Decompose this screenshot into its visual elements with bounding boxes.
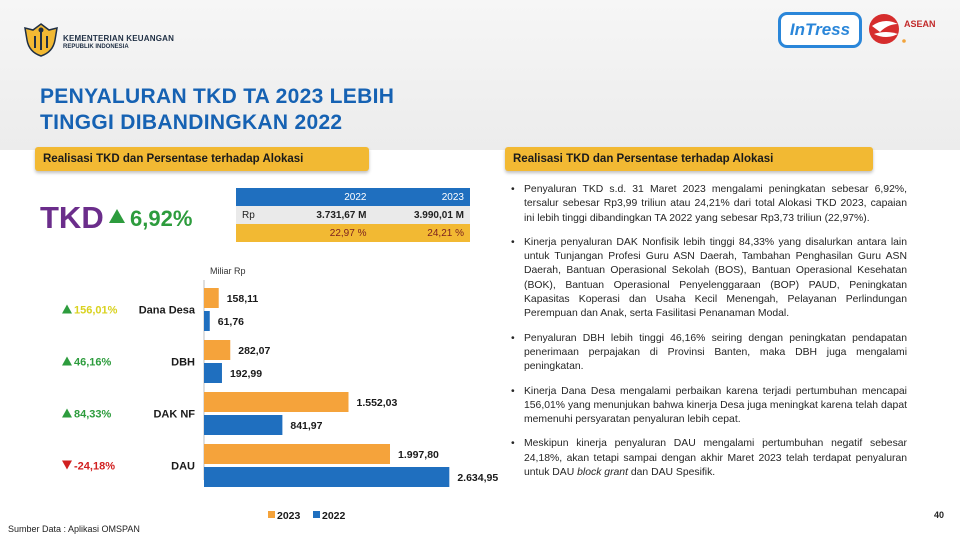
- bullet-text-italic: block grant: [577, 467, 628, 479]
- bar-2022-dana-desa: [204, 311, 210, 331]
- data-label-2023-dau: 1.997,80: [398, 449, 439, 461]
- legend-swatch-2023: [268, 511, 275, 518]
- bar-2022-dak-nf: [204, 415, 282, 435]
- data-label-2022-dana-desa: 61,76: [217, 316, 245, 328]
- bar-2023-dak-nf: [204, 392, 348, 412]
- data-label-2022-dak-nf: 841,97: [290, 420, 323, 432]
- bullet-item: [510, 183, 907, 226]
- growth-up-arrow-icon: [62, 305, 72, 314]
- bullet-dot-icon: •: [511, 236, 515, 248]
- growth-label-dau: -24,18%: [74, 460, 115, 473]
- data-source: Sumber Data : Aplikasi OMSPAN: [8, 524, 140, 534]
- bullet-item: [510, 236, 907, 322]
- kemenkeu-logo-icon: [22, 22, 60, 58]
- legend-label-2023: 2023: [277, 510, 301, 522]
- chart-unit-label: Miliar Rp: [210, 266, 246, 276]
- summary-header-2023: 2023: [372, 188, 470, 206]
- growth-label-dbh: 46,16%: [74, 356, 112, 369]
- tkd-bar-chart: [0, 270, 500, 528]
- page-title-line-1: PENYALURAN TKD TA 2023 LEBIH: [40, 85, 395, 108]
- summary-row-percent: [236, 224, 470, 242]
- tkd-growth-value: 6,92%: [130, 206, 193, 231]
- data-label-2023-dbh: 282,07: [238, 345, 271, 357]
- growth-label-dak-nf: 84,33%: [74, 408, 112, 421]
- growth-down-arrow-icon: [62, 461, 72, 470]
- bullet-dot-icon: •: [511, 332, 515, 344]
- growth-up-arrow-icon: [62, 357, 72, 366]
- summary-table: [236, 188, 470, 242]
- bar-2023-dbh: [204, 340, 230, 360]
- left-section-banner: Realisasi TKD dan Persentase terhadap Alokasi: [35, 147, 369, 171]
- bullet-text: Penyaluran DBH lebih tinggi 46,16% seiring dengan peningkatan pendapatan penerimaan perpajakan di Provinsi Banten, maka DBH juga mengalami peningkatan.: [524, 332, 907, 373]
- page-title-line-2: TINGGI DIBANDINGKAN 2022: [40, 111, 343, 134]
- bullet-item: [510, 437, 907, 480]
- summary-row-rp: [236, 206, 470, 224]
- right-section-banner: Realisasi TKD dan Persentase terhadap Alokasi: [505, 147, 873, 171]
- category-label-dak-nf: DAK NF: [153, 408, 195, 421]
- category-label-dana-desa: Dana Desa: [138, 304, 195, 317]
- asean-logo-text: ASEAN: [904, 19, 936, 29]
- bullet-text: Penyaluran TKD s.d. 31 Maret 2023 mengalami peningkatan sebesar 6,92%, tersalur sebesar Rp3,99 triliun atau 24,21% dari total Alokasi TKD 2023, capaian ini lebih tinggi dibandingkan TA 2022 yang sebesar Rp3,73 triliun (22,97%).: [524, 184, 907, 224]
- bar-2022-dbh: [204, 363, 222, 383]
- summary-header-2022: 2022: [275, 188, 373, 206]
- bullet-text-part: dan DAU Spesifik.: [627, 467, 716, 479]
- bullet-text: Kinerja penyaluran DAK Nonfisik lebih tinggi 84,33% yang disalurkan antara lain untuk Tunjangan Profesi Guru ASN Daerah, Tambahan Penghasilan Guru ASN Daerah, Bantuan Operasional Sekolah (BOS), Bantuan Operasional Kesehatan (BOK), Bantuan Operasional Penyelenggaraan (BOP) PAUD, Peningkatan Kapasitas Koperasi dan Usaha Kecil Menengah, Pelayanan Perlindungan Perempuan dan Anak, serta Fasilitasi Penanaman Modal.: [524, 236, 907, 320]
- summary-rp-2023: 3.990,01 M: [372, 206, 470, 224]
- bullet-text-part: Meskipun kinerja penyaluran DAU mengalami pertumbuhan negatif sebesar 24,18%, akan tetapi sampai dengan akhir Maret 2023 telah terdapat penyaluran untuk DAU: [524, 438, 907, 479]
- bullet-text: [524, 438, 907, 478]
- growth-up-arrow-icon: [62, 409, 72, 418]
- growth-label-dana-desa: 156,01%: [74, 304, 118, 317]
- growth-up-arrow-icon: [108, 208, 126, 224]
- category-label-dau: DAU: [171, 460, 195, 473]
- bullet-dot-icon: •: [511, 184, 515, 195]
- data-label-2023-dak-nf: 1.552,03: [356, 397, 398, 409]
- page-number: 40: [934, 510, 945, 520]
- summary-table-header: [236, 188, 470, 206]
- bar-2022-dau: [204, 467, 449, 487]
- page-title: [40, 84, 500, 136]
- asean-logo-icon: [866, 12, 906, 46]
- legend-swatch-2022: [313, 511, 320, 518]
- bullet-dot-icon: •: [511, 438, 515, 450]
- summary-header-empty: [236, 188, 275, 206]
- legend-label-2022: 2022: [322, 510, 346, 522]
- category-label-dbh: DBH: [171, 356, 195, 369]
- data-label-2023-dana-desa: 158,11: [226, 293, 259, 305]
- ministry-subtitle: REPUBLIK INDONESIA: [63, 44, 129, 50]
- data-label-2022-dau: 2.634,95: [457, 472, 499, 484]
- ministry-name: KEMENTERIAN KEUANGAN: [63, 34, 175, 43]
- bar-2023-dana-desa: [204, 288, 219, 308]
- analysis-bullet-list: [510, 183, 907, 490]
- bullet-item: [510, 332, 907, 375]
- summary-rp-2022: 3.731,67 M: [275, 206, 373, 224]
- bullet-text: Kinerja Dana Desa mengalami perbaikan karena terjadi pertumbuhan mencapai 156,01% yang menunjukan bahwa kinerja Desa juga meningkat karena telah dapat memenuhi persyaratan penyaluran lebih cepat.: [524, 385, 907, 426]
- intress-logo: InTress: [778, 12, 862, 48]
- bullet-item: [510, 385, 907, 428]
- summary-rp-label: Rp: [236, 206, 275, 224]
- tkd-label: TKD: [40, 200, 104, 235]
- bullet-dot-icon: •: [511, 385, 515, 397]
- bar-2023-dau: [204, 444, 390, 464]
- summary-pct-label: [236, 224, 275, 242]
- summary-pct-2023: 24,21 %: [372, 224, 470, 242]
- data-label-2022-dbh: 192,99: [229, 368, 263, 380]
- summary-pct-2022: 22,97 %: [275, 224, 373, 242]
